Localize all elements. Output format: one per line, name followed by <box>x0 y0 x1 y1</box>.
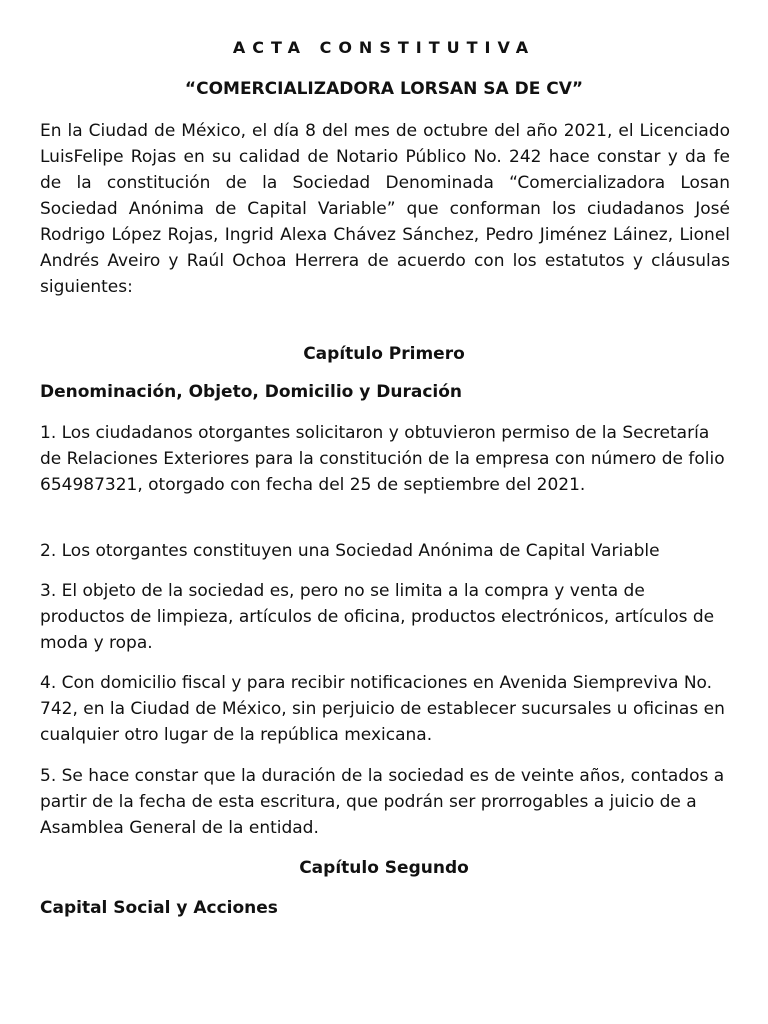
chapter-title: Capítulo Segundo <box>299 858 469 878</box>
clause-paragraph: 2. Los otorgantes constituyen una Sociedad Anónima de Capital Variable <box>40 541 660 561</box>
intro-paragraph: En la Ciudad de México, el día 8 del mes de octubre del año 2021, el Licenciado LuisFelipe Rojas en su calidad de Notario Público No. 242 hace constar y da fe de la constitución de la Sociedad Denominada “Comercializadora Losan Sociedad Anónima de Capital Variable” que conforman los ciudadanos José Rodrigo López Rojas, Ingrid Alexa Chávez Sánchez, Pedro Jiménez Láinez, Lionel Andrés Aveiro y Raúl Ochoa Herrera de acuerdo con los estatutos y cláusulas siguientes: <box>40 121 730 297</box>
chapter-subtitle: Denominación, Objeto, Domicilio y Duración <box>40 382 463 402</box>
clause-paragraph: 3. El objeto de la sociedad es, pero no se limita a la compra y venta de productos de limpieza, artículos de oficina, productos electrónicos, artículos de moda y ropa. <box>40 581 715 653</box>
document-title: ACTA CONSTITUTIVA <box>232 38 536 57</box>
clause-paragraph: 5. Se hace constar que la duración de la sociedad es de veinte años, contados a partir de la fecha de esta escritura, que podrán ser prorrogables a juicio de a Asamblea General de la entidad. <box>40 766 725 838</box>
chapter-subtitle: Capital Social y Acciones <box>40 898 278 918</box>
clause-paragraph: 1. Los ciudadanos otorgantes solicitaron y obtuvieron permiso de la Secretaría de Relaciones Exteriores para la constitución de la empresa con número de folio 654987321, otorgado con fecha del 25 de septiembre del 2021. <box>40 423 725 495</box>
clause-paragraph: 4. Con domicilio fiscal y para recibir notificaciones en Avenida Siempreviva No. 742, en la Ciudad de México, sin perjuicio de establecer sucursales u oficinas en cualquier otro lugar de la república mexicana. <box>40 673 725 745</box>
company-name: “COMERCIALIZADORA LORSAN SA DE CV” <box>184 79 584 99</box>
chapter-title: Capítulo Primero <box>303 344 465 364</box>
